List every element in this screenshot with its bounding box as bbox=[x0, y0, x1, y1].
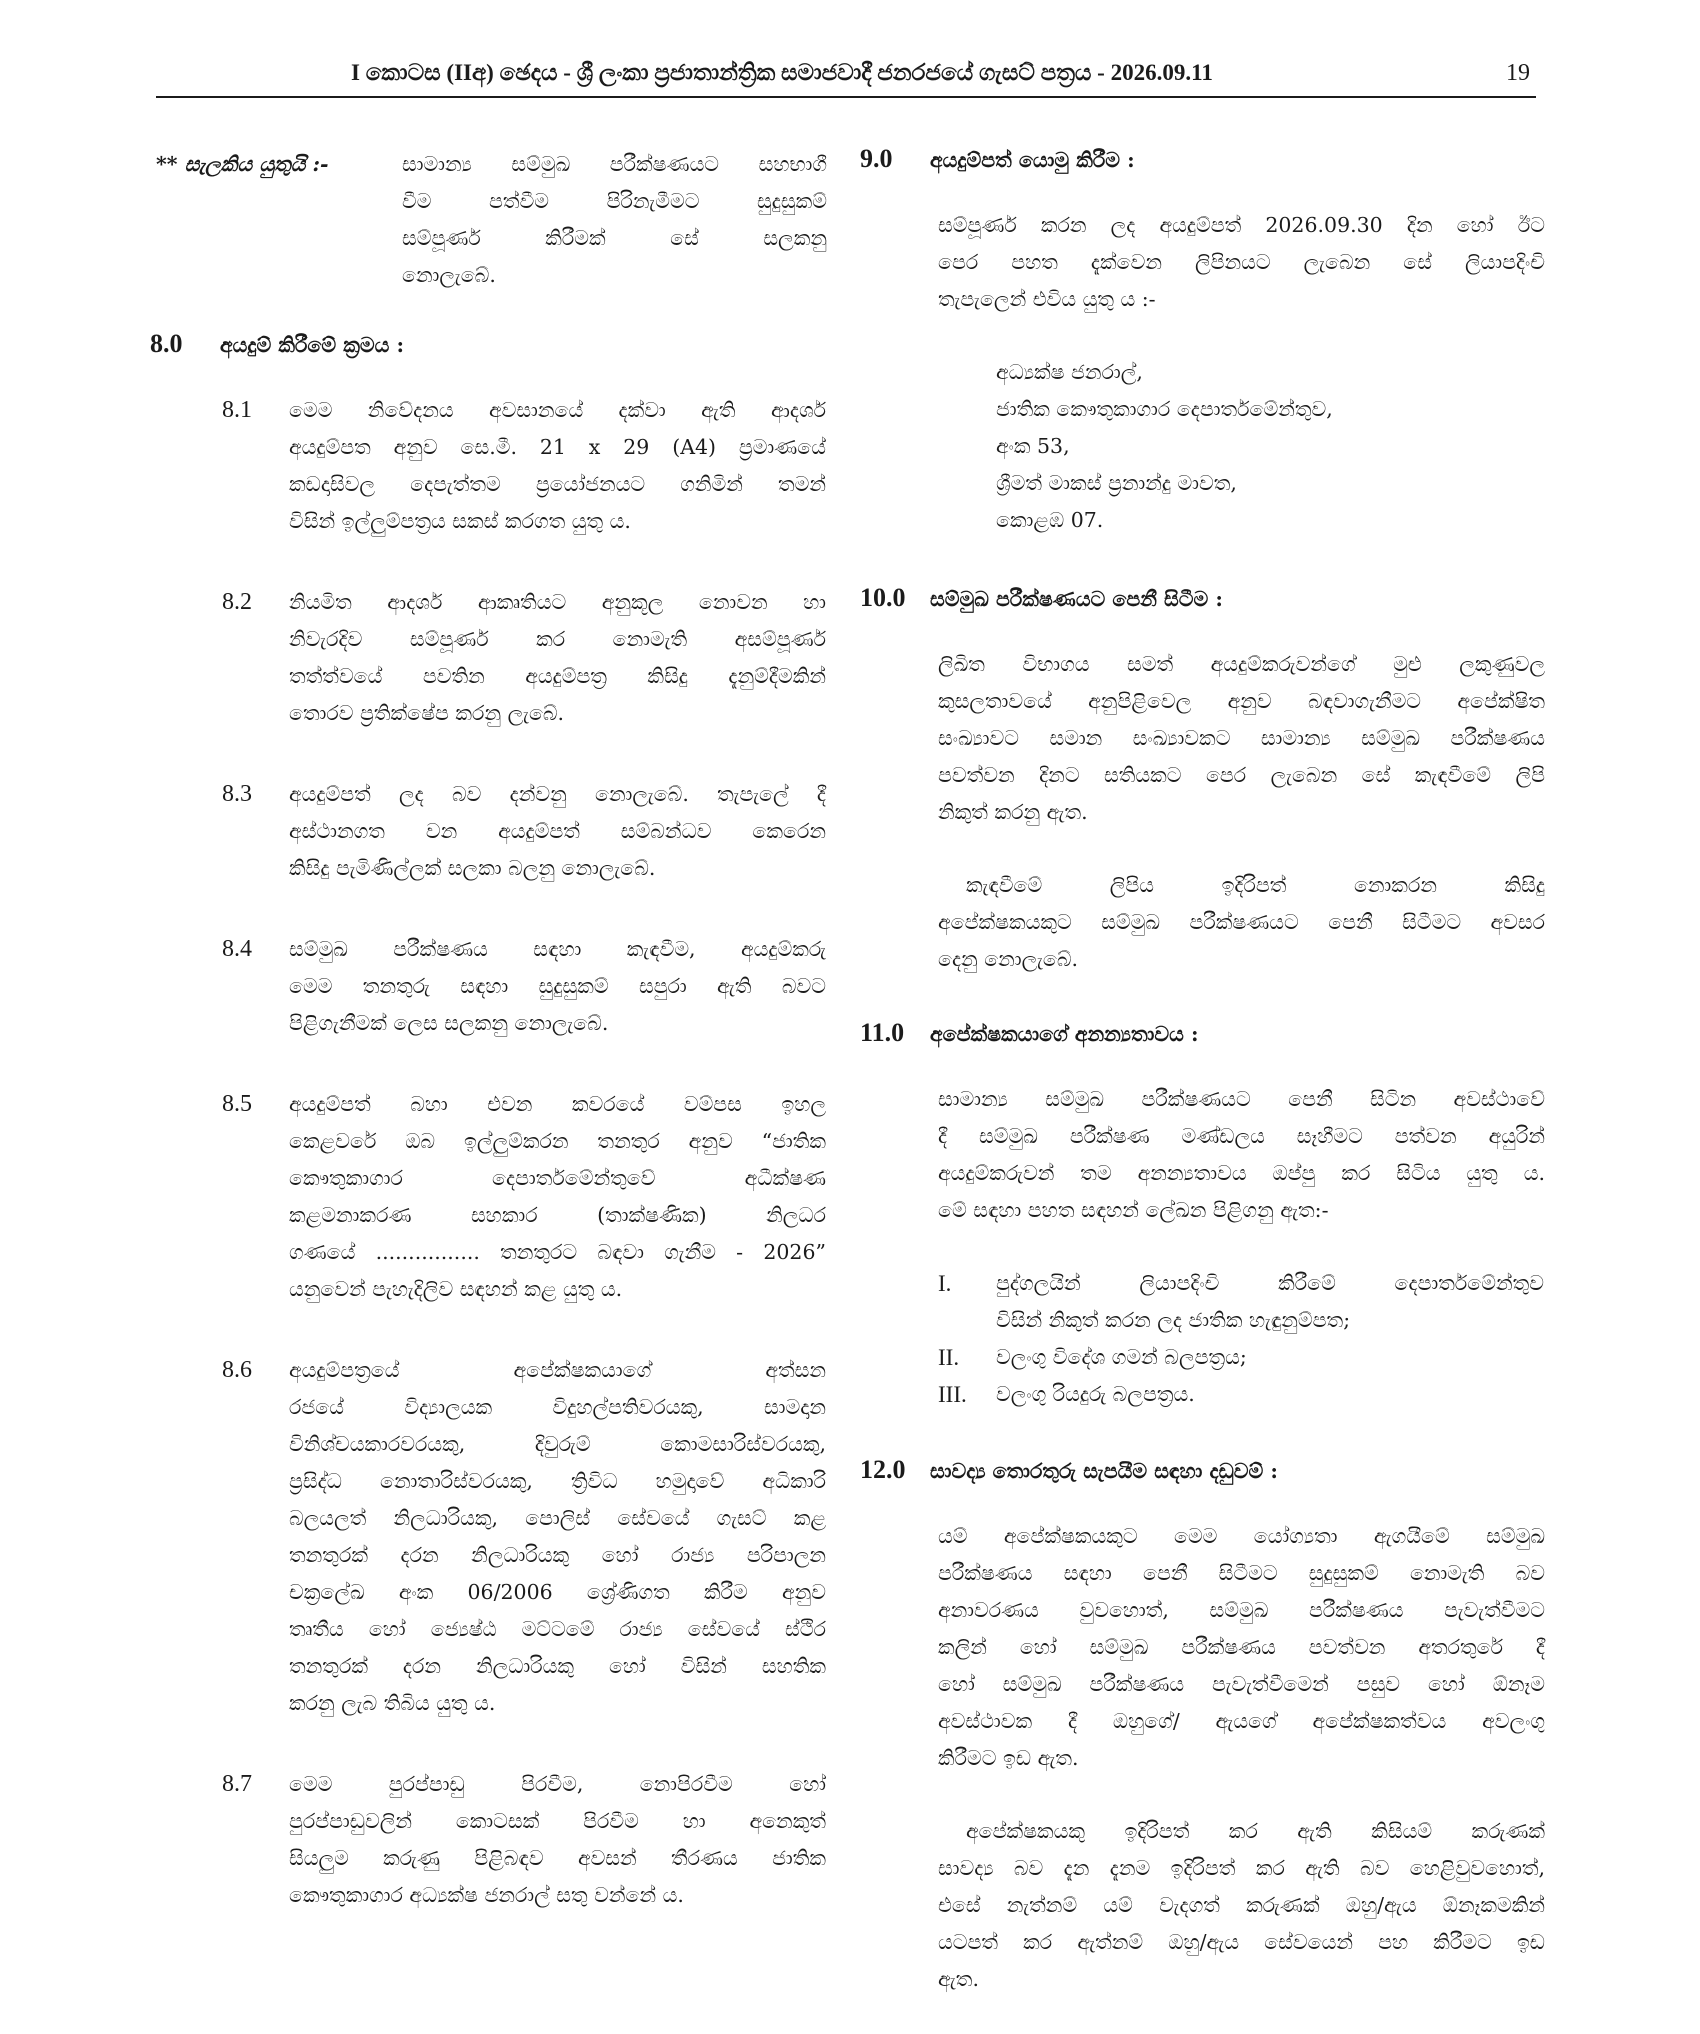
subsection-text bbox=[289, 1352, 826, 1722]
note-text bbox=[402, 146, 827, 294]
text-line: ප්‍රසිද්ධ නොතාරිස්වරයකු, ත්‍රිවිධ හමුදාවේ අධිකාරි bbox=[289, 1469, 826, 1493]
text-line: කෙළවරේ ඔබ ඉල්ලුම්කරන තනතුර අනුව “ජාතික bbox=[289, 1129, 826, 1153]
text-line: නොලැබේ. bbox=[402, 263, 496, 287]
text-line: අවස්ථාවක දී ඔහුගේ/ ඇයගේ අපේක්ෂකත්වය අවලංගු bbox=[938, 1709, 1545, 1733]
text-line: කුසලතාවයේ අනුපිළිවෙල අනුව බඳවාගැනීමට අපේක්ෂිත bbox=[938, 689, 1545, 713]
text-line: මෙම තනතුරු සඳහා සුදුසුකම් සපුරා ඇති බවට bbox=[289, 974, 826, 998]
address-line: ශ්‍රීමත් මාකස් ප්‍රනාන්දු මාවත, bbox=[996, 471, 1237, 495]
subsection-text bbox=[289, 931, 826, 1042]
subsection-8-4 bbox=[150, 931, 830, 1042]
text-line: පවත්වන දිනට සතියකට පෙර ලැබෙන සේ කැඳවීමේ ලිපි bbox=[938, 763, 1545, 787]
section-title: අයදුම්පත් යොමු කිරීම : bbox=[930, 148, 1135, 172]
section-title: අයදුම් කිරීමේ ක්‍රමය : bbox=[220, 333, 405, 357]
subsection-text bbox=[289, 584, 826, 732]
subsection-text bbox=[289, 1766, 826, 1914]
text-line: අයදුම්පත්‍රයේ අපේක්ෂකයාගේ අත්සන bbox=[289, 1358, 826, 1382]
text-line: රජයේ විද්‍යාලයක විදුහල්පතිවරයකු, සාමදාන bbox=[289, 1395, 826, 1419]
text-line: යම් අපේක්ෂකයකුට මෙම යෝග්‍යතා ඇගයීමේ සම්මුඛ bbox=[938, 1524, 1545, 1548]
subsection-number: 8.2 bbox=[222, 589, 252, 615]
text-line: වලංගු විදේශ ගමන් බලපත්‍රය; bbox=[996, 1345, 1247, 1369]
header-rule bbox=[156, 96, 1536, 98]
text-line: විනිශ්චයකාරවරයකු, දිවුරුම් කොමසාරිස්වරයකු, bbox=[289, 1432, 826, 1456]
text-line: එසේ නැත්නම් යම් වැදගත් කරුණක් ඔහු/ඇය ඕනෑකමකින් bbox=[938, 1893, 1545, 1917]
text-line: කිරීමට ඉඩ ඇත. bbox=[938, 1746, 1079, 1770]
text-line: නිකුත් කරනු ඇත. bbox=[938, 800, 1088, 824]
section-title: සාවද්‍ය තොරතුරු සැපයීම සඳහා දඩුවම් : bbox=[930, 1459, 1278, 1483]
text-line: සාවද්‍ය බව දැන දැනම ඉදිරිපත් කර ඇති බව හෙළිවුවහොත්, bbox=[938, 1856, 1545, 1880]
text-line: දෙනු නොලැබේ. bbox=[938, 947, 1079, 971]
text-line: මේ සඳහා පහත සඳහන් ලේඛන පිළිගනු ඇත:- bbox=[938, 1198, 1329, 1222]
id-document-list bbox=[938, 1265, 1545, 1413]
section-11-heading bbox=[860, 1014, 1545, 1053]
section-number: 9.0 bbox=[860, 144, 893, 173]
subsection-number: 8.5 bbox=[222, 1091, 252, 1117]
text-line: අයදුම්පත් ලද බව දන්වනු නොලැබේ. තැපැලේ දී bbox=[289, 782, 826, 806]
subsection-8-2 bbox=[150, 584, 830, 732]
section-number: 11.0 bbox=[860, 1018, 905, 1047]
section-12-paragraph-1 bbox=[938, 1518, 1545, 1777]
list-item-text bbox=[996, 1265, 1544, 1339]
section-title: අපේක්ෂකයාගේ අනන්‍යතාවය : bbox=[930, 1022, 1199, 1046]
subsection-8-7 bbox=[150, 1766, 830, 1914]
subsection-8-6 bbox=[150, 1352, 830, 1722]
text-line: විසින් ඉල්ලුම්පත්‍රය සකස් කරගත යුතු ය. bbox=[289, 509, 631, 533]
left-column bbox=[150, 140, 830, 1958]
address-line: අංක 53, bbox=[996, 434, 1070, 458]
address-line: අධ්‍යක්ෂ ජනරාල්, bbox=[996, 360, 1143, 384]
page-number: 19 bbox=[1506, 60, 1530, 86]
list-item bbox=[938, 1376, 1545, 1413]
text-line: සාමාන්‍ය සම්මුඛ පරීක්ෂණයට සහභාගී bbox=[402, 152, 827, 176]
text-line: අයදුම්කරුවන් තම අනන්‍යතාවය ඔප්පු කර සිටිය යුතු ය. bbox=[938, 1161, 1545, 1185]
header-title: I කොටස (IIඅ) ඡෙදය - ශ්‍රී ලංකා ප්‍රජාතාන්ත්‍රික සමාජවාදී ජනරජයේ ගැසට් පත්‍රය - 2026.09.11 bbox=[351, 60, 1213, 85]
text-line: කෞතුකාගාර දෙපාර්තමේන්තුවේ අධීක්ෂණ bbox=[289, 1166, 826, 1190]
list-item-number: I. bbox=[938, 1271, 952, 1296]
text-line: කෞතුකාගාර අධ්‍යක්ෂ ජනරාල් සතු වන්නේ ය. bbox=[289, 1883, 684, 1907]
text-line: අපේක්ෂකයකු ඉදිරිපත් කර ඇති කිසියම් කරුණක් bbox=[966, 1819, 1545, 1843]
text-line: තනතුරක් දරන නිලධාරියකු හෝ රාජ්‍ය පරිපාලන bbox=[289, 1543, 826, 1567]
text-line: නියමිත ආදර්ශ ආකෘතියට අනුකූල නොවන හා bbox=[289, 590, 826, 614]
text-line: සම්පූර්ණ කරන ලද අයදුම්පත් 2026.09.30 දින හෝ ඊට bbox=[938, 213, 1545, 237]
text-line: දී සම්මුඛ පරීක්ෂණ මණ්ඩලය සෑහීමට පත්වන අයුරින් bbox=[938, 1124, 1545, 1148]
section-10-heading bbox=[860, 579, 1545, 618]
text-line: කැඳවීමේ ලිපිය ඉදිරිපත් නොකරන කිසිදු bbox=[966, 873, 1545, 897]
text-line: තත්ත්වයේ පවතින අයදුම්පත්‍ර කිසිදු දැනුම්දීමකින් bbox=[289, 664, 826, 688]
subsection-number: 8.4 bbox=[222, 936, 252, 962]
list-item-text bbox=[996, 1376, 1544, 1413]
section-number: 12.0 bbox=[860, 1455, 906, 1484]
text-line: අයදුම්පත් බහා එවන කවරයේ වම්පස ඉහල bbox=[289, 1092, 826, 1116]
subsection-8-5 bbox=[150, 1086, 830, 1308]
note-block bbox=[150, 140, 830, 290]
section-10-paragraph-2 bbox=[938, 867, 1545, 978]
address-line: කොළඹ 07. bbox=[996, 508, 1104, 532]
note-label: ** සැලකිය යුතුයි :- bbox=[156, 152, 329, 176]
text-line: චක්‍රලේඛ අංක 06/2006 ශ්‍රේණිගත කිරීම අනුව bbox=[289, 1580, 826, 1604]
text-line: තෘතීය හෝ ජ්‍යෙෂ්ඨ මට්ටමේ රාජ්‍ය සේවයේ ස්ථිර bbox=[289, 1617, 826, 1641]
text-line: වලංගු රියදුරු බලපත්‍රය. bbox=[996, 1382, 1195, 1406]
address-line: ජාතික කෞතුකාගාර දෙපාර්තමේන්තුව, bbox=[996, 397, 1333, 421]
section-12-heading bbox=[860, 1451, 1545, 1490]
text-line: ලිඛිත විභාගය සමත් අයදුම්කරුවන්ගේ මුළු ලකුණුවල bbox=[938, 652, 1545, 676]
text-line: බලයලත් නිලධාරියකු, පොලිස් සේවයේ ගැසට් කළ bbox=[289, 1506, 826, 1530]
text-line: හෝ සම්මුඛ පරීක්ෂණය පැවැත්වීමෙන් පසුව හෝ ඕනෑම bbox=[938, 1672, 1545, 1696]
subsection-number: 8.7 bbox=[222, 1771, 252, 1797]
text-line: පරීක්ෂණය සඳහා පෙනී සිටීමට සුදුසුකම් නොමැති බව bbox=[938, 1561, 1545, 1585]
text-line: පුද්ගලයින් ලියාපදිංචි කිරීමේ දෙපාර්තමේන්තුව bbox=[996, 1271, 1544, 1295]
text-line: සම්මුඛ පරීක්ෂණය සඳහා කැඳවීම, අයදුම්කරු bbox=[289, 937, 826, 961]
text-line: කලින් හෝ සම්මුඛ පරීක්ෂණය පවත්වන අතරතුරේ දී bbox=[938, 1635, 1545, 1659]
text-line: තනතුරක් දරන නිලධාරියකු හෝ විසින් සහතික bbox=[289, 1654, 826, 1678]
subsection-number: 8.3 bbox=[222, 781, 252, 807]
page-header bbox=[156, 56, 1536, 96]
text-line: සියලුම කරුණු පිළිබඳව අවසන් තීරණය ජාතික bbox=[289, 1846, 826, 1870]
text-line: වීම පත්වීම පිරිනැමීමට සුදුසුකම් bbox=[402, 189, 827, 213]
text-line: අස්ථානගත වන අයදුම්පත් සම්බන්ධව කෙරෙන bbox=[289, 819, 826, 843]
text-line: ගණයේ ................ තනතුරට බඳවා ගැනීම - 2026” bbox=[289, 1240, 826, 1264]
text-line: අනාවරණය වුවහොත්, සම්මුඛ පරීක්ෂණය පැවැත්වීමට bbox=[938, 1598, 1545, 1622]
text-line: අපේක්ෂකයකුට සම්මුඛ පරීක්ෂණයට පෙනී සිටීමට අවසර bbox=[938, 910, 1545, 934]
right-column bbox=[860, 140, 1545, 2034]
text-line: තොරව ප්‍රතික්ෂේප කරනු ලැබේ. bbox=[289, 701, 565, 725]
text-line: සංඛ්‍යාවට සමාන සංඛ්‍යාවකට සාමාන්‍ය සම්මුඛ පරීක්ෂණය bbox=[938, 726, 1545, 750]
text-line: අයදුම්පත අනුව සෙ.මී. 21 x 29 (A4) ප්‍රමාණයේ bbox=[289, 435, 826, 459]
text-line: කරනු ලැබ තිබිය යුතු ය. bbox=[289, 1691, 496, 1715]
text-line: ඇත. bbox=[938, 1967, 979, 1991]
list-item-number: II. bbox=[938, 1345, 960, 1370]
list-item-number: III. bbox=[938, 1382, 967, 1407]
subsection-text bbox=[289, 392, 826, 540]
section-11-paragraph bbox=[938, 1081, 1545, 1229]
section-number: 10.0 bbox=[860, 583, 906, 612]
subsection-text bbox=[289, 1086, 826, 1308]
section-8-heading bbox=[150, 325, 830, 364]
subsection-text bbox=[289, 776, 826, 887]
text-line: සම්පූර්ණ කිරීමක් සේ සලකනු bbox=[402, 226, 827, 250]
text-line: සාමාන්‍ය සම්මුඛ පරීක්ෂණයට පෙනී සිටින අවස්ථාවේ bbox=[938, 1087, 1545, 1111]
text-line: කඩදාසිවල දෙපැත්තම ප්‍රයෝජනයට ගනිමින් තමන් bbox=[289, 472, 826, 496]
text-line: නිවැරදිව සම්පූර්ණ කර නොමැති අසම්පූර්ණ bbox=[289, 627, 826, 651]
text-line: යනුවෙන් පැහැදිලිව සඳහන් කළ යුතු ය. bbox=[289, 1277, 623, 1301]
subsection-8-3 bbox=[150, 776, 830, 887]
text-line: පෙර පහත දැක්වෙන ලිපිනයට ලැබෙන සේ ලියාපදිංචි bbox=[938, 250, 1545, 274]
list-item-text bbox=[996, 1339, 1544, 1376]
section-number: 8.0 bbox=[150, 329, 183, 358]
text-line: කළමනාකරණ සහකාර (තාක්ෂණික) නිලධර bbox=[289, 1203, 826, 1227]
section-12-paragraph-2 bbox=[938, 1813, 1545, 1998]
text-line: තැපැලෙන් එවිය යුතු ය :- bbox=[938, 287, 1156, 311]
text-line: විසින් නිකුත් කරන ලද ජාතික හැඳුනුම්පත; bbox=[996, 1308, 1351, 1332]
list-item bbox=[938, 1339, 1545, 1376]
text-line: පුරප්පාඩුවලින් කොටසක් පිරවීම හා අනෙකුත් bbox=[289, 1809, 826, 1833]
section-9-heading bbox=[860, 140, 1545, 179]
text-line: කිසිදු පැමිණිල්ලක් සලකා බලනු නොලැබේ. bbox=[289, 856, 656, 880]
subsection-number: 8.1 bbox=[222, 397, 252, 423]
section-9-paragraph bbox=[938, 207, 1545, 318]
subsection-number: 8.6 bbox=[222, 1357, 252, 1383]
text-line: යටපත් කර ඇත්නම් ඔහු/ඇය සේවයෙන් පහ කිරීමට ඉඩ bbox=[938, 1930, 1545, 1954]
section-title: සම්මුඛ පරීක්ෂණයට පෙනී සිටීම : bbox=[930, 587, 1223, 611]
list-item bbox=[938, 1265, 1545, 1339]
section-10-paragraph-1 bbox=[938, 646, 1545, 831]
text-line: මෙම නිවේදනය අවසානයේ දක්වා ඇති ආදර්ශ bbox=[289, 398, 826, 422]
text-line: මෙම පුරප්පාඩු පිරවීම, නොපිරවීම හෝ bbox=[289, 1772, 826, 1796]
text-line: පිළිගැනීමක් ලෙස සලකනු නොලැබේ. bbox=[289, 1011, 609, 1035]
subsection-8-1 bbox=[150, 392, 830, 540]
address-block bbox=[996, 354, 1545, 539]
section-8-items bbox=[150, 392, 830, 1914]
